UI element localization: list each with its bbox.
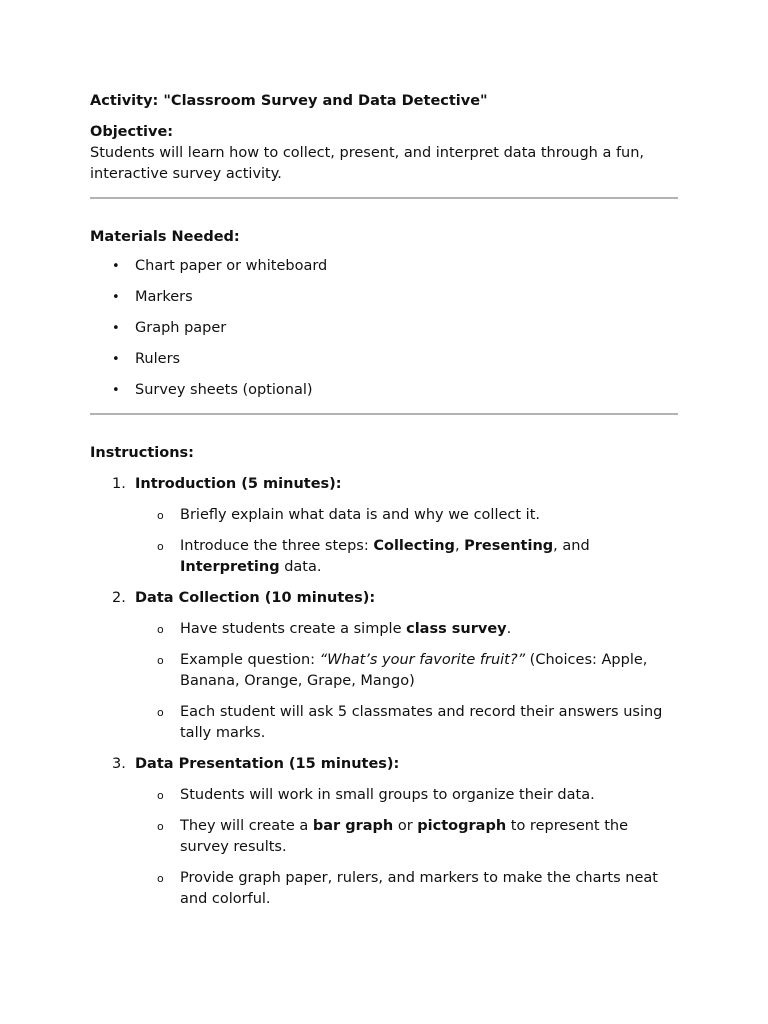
circle-bullet-icon: o <box>157 654 164 667</box>
list-item <box>135 868 678 910</box>
bullet-icon: • <box>112 383 120 398</box>
circle-bullet-icon: o <box>157 872 164 885</box>
step-points <box>135 505 678 578</box>
circle-bullet-icon: o <box>157 706 164 719</box>
list-item <box>90 287 678 308</box>
list-item <box>135 702 678 744</box>
step-title: Data Presentation (15 minutes): <box>135 756 400 772</box>
material-label: Chart paper or whiteboard <box>135 258 328 274</box>
list-item <box>90 256 678 277</box>
step-title: Introduction (5 minutes): <box>135 476 342 492</box>
objective-text: Students will learn how to collect, present, and interpret data through a fun, interactive survey activity. <box>90 145 645 182</box>
point-text: Students will work in small groups to organize their data. <box>180 787 595 803</box>
emphasis-bold: Interpreting <box>180 559 280 575</box>
emphasis-bold: class survey <box>406 621 507 637</box>
emphasis-italic: “What’s your favorite fruit?” <box>319 652 526 668</box>
list-item <box>90 349 678 370</box>
objective-heading: Objective: <box>90 124 174 140</box>
material-label: Rulers <box>135 351 181 367</box>
step-points <box>135 785 678 910</box>
circle-bullet-icon: o <box>157 509 164 522</box>
instructions-heading: Instructions: <box>90 445 194 461</box>
step-number: 3. <box>112 756 126 772</box>
bullet-icon: • <box>112 259 120 274</box>
materials-heading: Materials Needed: <box>90 229 240 245</box>
circle-bullet-icon: o <box>157 820 164 833</box>
emphasis-bold: Collecting <box>373 538 455 554</box>
step-title: Data Collection (10 minutes): <box>135 590 376 606</box>
point-text: Example question: “What’s your favorite fruit?” (Choices: Apple, Banana, Orange, Grape, Mango) <box>180 652 648 689</box>
emphasis-bold: pictograph <box>417 818 507 834</box>
bullet-icon: • <box>112 352 120 367</box>
list-item <box>135 536 678 578</box>
bullet-icon: • <box>112 290 120 305</box>
circle-bullet-icon: o <box>157 540 164 553</box>
step-number: 2. <box>112 590 126 606</box>
document-content <box>90 91 678 920</box>
material-label: Survey sheets (optional) <box>135 382 313 398</box>
instruction-step <box>90 588 678 744</box>
material-label: Graph paper <box>135 320 227 336</box>
list-item <box>135 785 678 806</box>
list-item <box>90 380 678 401</box>
circle-bullet-icon: o <box>157 789 164 802</box>
step-number: 1. <box>112 476 126 492</box>
point-text: Briefly explain what data is and why we collect it. <box>180 507 540 523</box>
circle-bullet-icon: o <box>157 623 164 636</box>
list-item <box>135 505 678 526</box>
point-text: Each student will ask 5 classmates and record their answers using tally marks. <box>180 704 663 741</box>
materials-list <box>90 256 678 401</box>
material-label: Markers <box>135 289 193 305</box>
step-points <box>135 619 678 744</box>
instruction-step <box>90 474 678 578</box>
activity-title: Activity: "Classroom Survey and Data Detective" <box>90 93 488 109</box>
emphasis-bold: Presenting <box>464 538 554 554</box>
point-text: They will create a bar graph or pictograph to represent the survey results. <box>180 818 629 855</box>
list-item <box>90 318 678 339</box>
emphasis-bold: bar graph <box>312 818 394 834</box>
point-text: Introduce the three steps: Collecting, Presenting, and Interpreting data. <box>180 538 590 575</box>
bullet-icon: • <box>112 321 120 336</box>
instructions-list <box>90 474 678 910</box>
instruction-step <box>90 754 678 910</box>
point-text: Have students create a simple class survey. <box>180 621 512 637</box>
list-item <box>135 650 678 692</box>
list-item <box>135 816 678 858</box>
list-item <box>135 619 678 640</box>
point-text: Provide graph paper, rulers, and markers to make the charts neat and colorful. <box>180 870 658 907</box>
